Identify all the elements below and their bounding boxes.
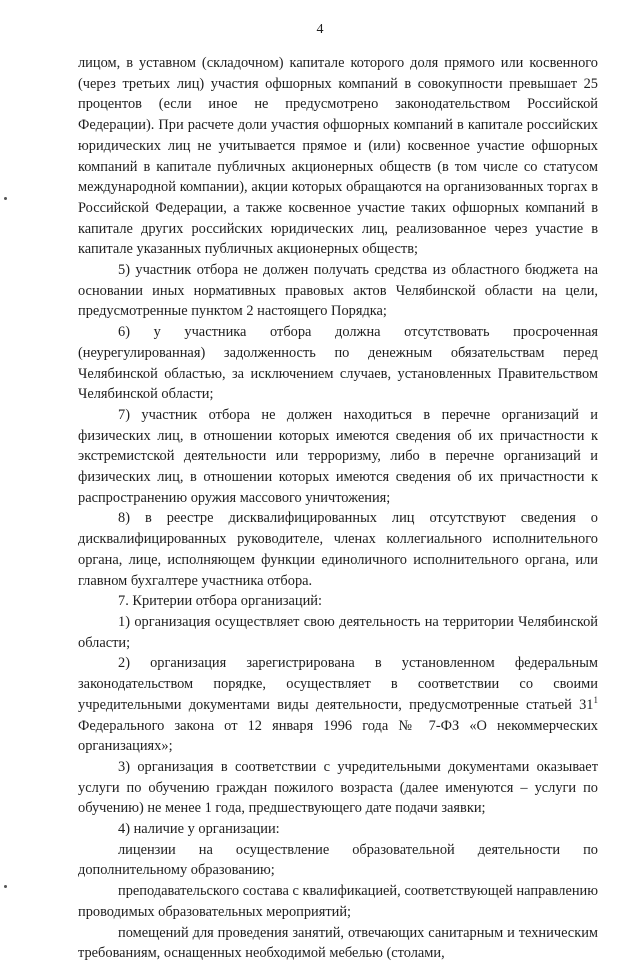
- criteria-item-2-text-b: Федерального закона от 12 января 1996 года № 7-ФЗ «О некоммерческих организациях»;: [78, 717, 598, 755]
- section-heading-criteria: 7. Критерии отбора организаций:: [118, 593, 323, 610]
- criteria-item-1: 1) организация осуществляет свою деятельность на территории Челябинской области;: [78, 613, 598, 651]
- page-number: 4: [316, 22, 324, 37]
- paragraph-item-5: 5) участник отбора не должен получать средства из областного бюджета на основании иных нормативных правовых актов Челябинской области на цели, предусмотренные пунктом 2 настоящего Порядка;: [78, 262, 598, 320]
- article-superscript: 1: [593, 694, 598, 705]
- criteria-item-3: 3) организация в соответствии с учредительными документами оказывает услуги по обучению граждан пожилого возраста (далее именуются – услуги по обучению) не менее 1 года, предшествующего дате подачи заявки;: [78, 758, 598, 817]
- scan-dot: [4, 885, 7, 888]
- criteria-sub-staff: преподавательского состава с квалификацией, соответствующей направлению проводимых образовательных мероприятий;: [78, 883, 598, 920]
- criteria-item-4: 4) наличие у организации:: [118, 821, 280, 838]
- criteria-item-2-text-a: 2) организация зарегистрирована в установленном федеральным законодательством порядке, осуществляет в соответствии со своими учредительными документами виды деятельности, предусмотренные статьей 31: [78, 655, 598, 713]
- paragraph-continuation: лицом, в уставном (складочном) капитале которого доля прямого или косвенного (через третьих лиц) участия офшорных компаний в совокупности превышает 25 процентов (если иное не предусмотрено законодательством Российской Федерации). При расчете доли участия офшорных компаний в капитале российских юридических лиц не учитывается прямое и (или) косвенное участие офшорных компаний в капитале публичных акционерных обществ (в том числе со статусом международной компании), акции которых обращаются на организованных торгах в Российской Федерации, а также косвенное участие таких офшорных компаний в капитале других российских юридических лиц, реализованное через участие в капитале указанных публичных акционерных обществ;: [78, 55, 598, 258]
- document-body: [78, 53, 598, 964]
- paragraph-item-8: 8) в реестре дисквалифицированных лиц отсутствуют сведения о дисквалифицированных руководителе, членах коллегиального исполнительного органа, лице, исполняющем функции единоличного исполнительного органа, или главном бухгалтере участника отбора.: [78, 510, 598, 589]
- criteria-sub-license: лицензии на осуществление образовательной деятельности по дополнительному образованию;: [78, 841, 598, 879]
- criteria-item-2: [78, 653, 598, 757]
- scan-dot: [4, 197, 7, 200]
- paragraph-item-6: 6) у участника отбора должна отсутствовать просроченная (неурегулированная) задолженность по денежным обязательствам перед Челябинской областью, за исключением случаев, установленных Правительством Челябинской области;: [78, 324, 598, 403]
- paragraph-item-7: 7) участник отбора не должен находиться в перечне организаций и физических лиц, в отношении которых имеются сведения об их причастности к экстремистской деятельности или терроризму, либо в перечне организаций и физических лиц, в отношении которых имеются сведения об их причастности к распространению оружия массового уничтожения;: [78, 406, 598, 506]
- criteria-sub-premises: помещений для проведения занятий, отвечающих санитарным и техническим требованиям, оснащенных необходимой мебелью (столами,: [78, 924, 598, 962]
